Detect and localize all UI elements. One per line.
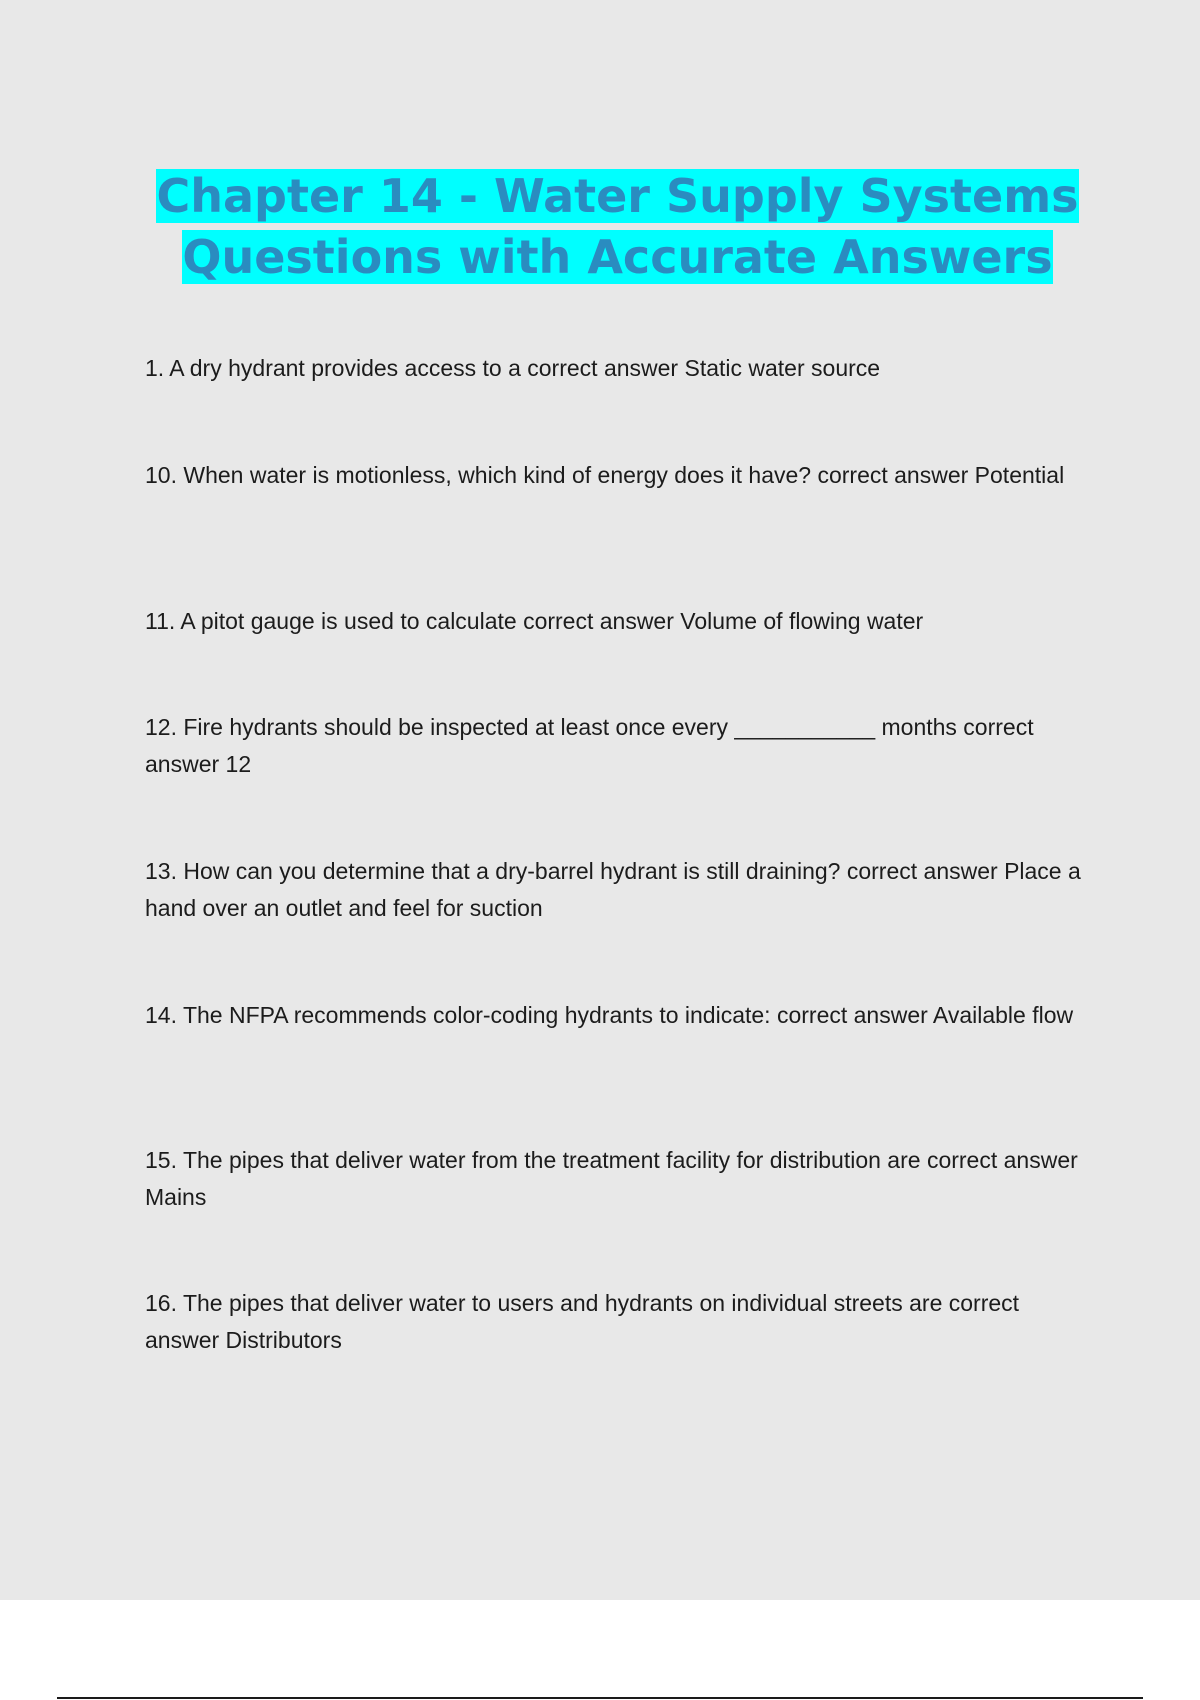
question-12: 12. Fire hydrants should be inspected at least once every ___________ months correct answer 12 xyxy=(145,714,1034,777)
question-16: 16. The pipes that deliver water to users and hydrants on individual streets are correct answer Distributors xyxy=(145,1290,1020,1353)
question-1: 1. A dry hydrant provides access to a correct answer Static water source xyxy=(145,355,881,381)
question-14: 14. The NFPA recommends color-coding hydrants to indicate: correct answer Available flow xyxy=(145,1002,1074,1028)
question-15: 15. The pipes that deliver water from the treatment facility for distribution are correct answer Mains xyxy=(145,1147,1078,1210)
footer-divider xyxy=(57,1697,1143,1699)
question-11: 11. A pitot gauge is used to calculate correct answer Volume of flowing water xyxy=(145,608,924,634)
document-title xyxy=(130,166,1105,288)
question-13: 13. How can you determine that a dry-barrel hydrant is still draining? correct answer Place a hand over an outlet and feel for suction xyxy=(145,858,1081,921)
question-10: 10. When water is motionless, which kind of energy does it have? correct answer Potential xyxy=(145,462,1065,488)
document-title-text: Chapter 14 - Water Supply Systems Questions with Accurate Answers xyxy=(156,169,1079,284)
